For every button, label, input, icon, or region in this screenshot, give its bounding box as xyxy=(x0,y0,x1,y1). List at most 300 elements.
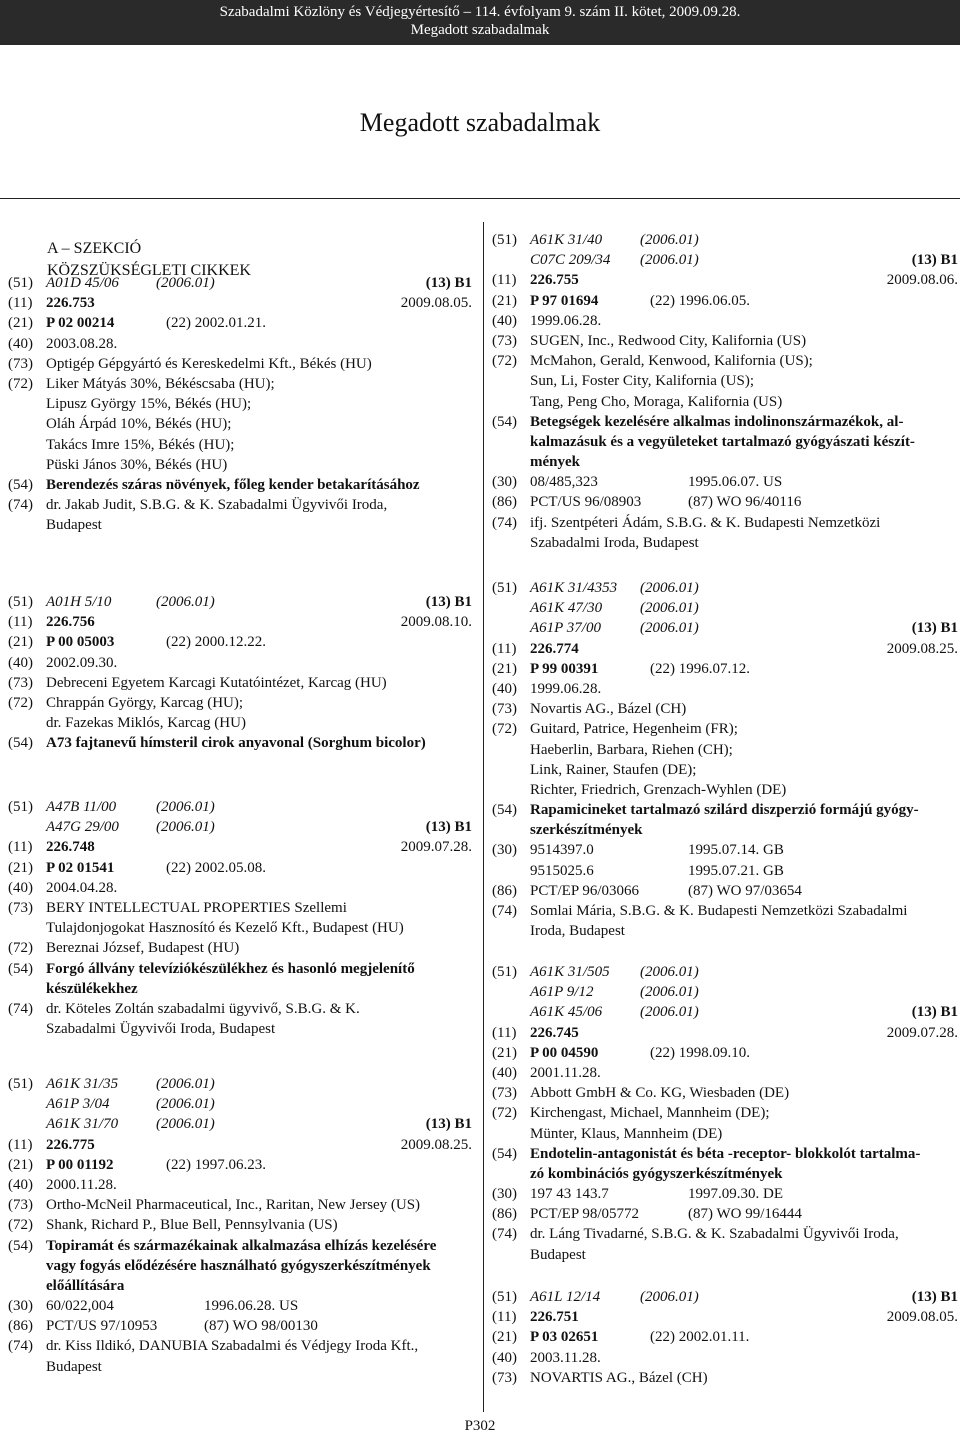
patent-agent: Budapest xyxy=(530,1246,586,1263)
inventor-line xyxy=(8,374,472,394)
patent-entry xyxy=(492,1287,958,1388)
ipc-date: (2006.01) xyxy=(640,620,699,637)
ipc-line xyxy=(8,797,472,817)
owner-line xyxy=(8,354,472,374)
inventor-line xyxy=(492,351,958,371)
inid-code: (30) xyxy=(492,474,517,491)
pct-line xyxy=(492,492,958,512)
ipc-date: (2006.01) xyxy=(156,275,215,291)
patent-number: 226.755 xyxy=(530,272,579,289)
inventor-line xyxy=(8,1215,472,1235)
inventor: Lipusz György 15%, Békés (HU); xyxy=(46,396,252,413)
publication-date: 2009.07.28. xyxy=(886,1024,958,1041)
inid-code: (30) xyxy=(492,1186,517,1203)
pct-line xyxy=(492,881,958,901)
agent-line xyxy=(492,513,958,533)
pct-application: PCT/EP 96/03066 xyxy=(530,882,640,899)
inid-code: (72) xyxy=(492,721,517,738)
priority-date: 1997.09.30. DE xyxy=(688,1186,783,1203)
application-number: P 02 00214 xyxy=(46,315,115,332)
ipc-date: (2006.01) xyxy=(640,600,699,617)
inid-code: (73) xyxy=(8,899,33,916)
application-line xyxy=(492,659,958,679)
inid-code: (51) xyxy=(492,580,517,596)
agent-line xyxy=(8,1019,472,1039)
inid-code: (51) xyxy=(492,1289,517,1305)
inventor: Takács Imre 15%, Békés (HU); xyxy=(46,436,235,453)
inventor: Kirchengast, Michael, Mannheim (DE); xyxy=(530,1105,770,1122)
priority-number: 08/485,323 xyxy=(530,474,598,491)
inid-code: (21) xyxy=(492,1044,517,1061)
agent-line xyxy=(8,1336,472,1356)
filing-date: (22) 1996.06.05. xyxy=(650,292,750,309)
inid-code: (72) xyxy=(8,1217,33,1234)
kind-code: (13) B1 xyxy=(425,819,472,836)
ipc-line xyxy=(492,1002,958,1022)
agent-line xyxy=(8,515,472,535)
inventor: Haeberlin, Barbara, Riehen (CH); xyxy=(530,741,733,758)
publication-date: 2009.08.10. xyxy=(400,614,472,631)
inventor-line xyxy=(492,392,958,412)
inventor-line xyxy=(8,693,472,713)
inid-code: (54) xyxy=(8,960,33,977)
inid-code: (30) xyxy=(492,842,517,859)
pct-publication: (87) WO 98/00130 xyxy=(204,1318,318,1335)
inid-code: (72) xyxy=(492,1105,517,1122)
priority-number: 197 43 143.7 xyxy=(530,1186,609,1203)
inventor: Richter, Friedrich, Grenzach-Wyhlen (DE) xyxy=(530,781,787,798)
pct-application: PCT/EP 98/05772 xyxy=(530,1206,640,1223)
inid-code: (40) xyxy=(8,1176,33,1193)
inid-code: (11) xyxy=(8,614,33,631)
application-number: P 03 02651 xyxy=(530,1329,599,1346)
agent-line xyxy=(492,901,958,921)
patent-number: 226.775 xyxy=(46,1136,95,1153)
journal-header xyxy=(0,0,960,45)
title-line xyxy=(492,412,958,432)
application-line xyxy=(492,291,958,311)
ipc-classification xyxy=(530,250,958,270)
patent-entry xyxy=(8,1074,472,1377)
inid-code: (21) xyxy=(492,660,517,677)
inid-code: (74) xyxy=(8,1338,33,1355)
patent-agent: dr. Láng Tivadarné, S.B.G. & K. Szabadalmi Ügyvivői Iroda, xyxy=(530,1226,899,1243)
laid-open-date: 1999.06.28. xyxy=(530,312,602,329)
ipc-line xyxy=(492,598,958,618)
patent-owner: Optigép Gépgyártó és Kereskedelmi Kft., Békés (HU) xyxy=(46,355,372,372)
filing-date: (22) 2000.12.22. xyxy=(166,634,266,651)
patent-agent: Iroda, Budapest xyxy=(530,923,625,940)
inid-code: (72) xyxy=(8,375,33,392)
inventor-line xyxy=(8,938,472,958)
inid-code: (73) xyxy=(492,1085,517,1102)
publication-date: 2009.08.05. xyxy=(400,295,472,312)
patent-agent: Szabadalmi Iroda, Budapest xyxy=(530,534,699,551)
patent-owner: Abbott GmbH & Co. KG, Wiesbaden (DE) xyxy=(530,1085,790,1102)
inventor: Püski János 30%, Békés (HU) xyxy=(46,456,228,473)
ipc-classification xyxy=(530,598,958,618)
owner-line xyxy=(8,673,472,693)
publication-date: 2009.08.06. xyxy=(886,272,958,289)
owner-line xyxy=(492,1368,958,1388)
ipc-classification xyxy=(46,797,472,817)
patent-number-line xyxy=(492,270,958,290)
inid-code: (54) xyxy=(492,413,517,430)
laid-open-date: 2000.11.28. xyxy=(46,1176,117,1193)
owner-line xyxy=(8,1195,472,1215)
patent-entry xyxy=(8,797,472,1039)
patent-entry xyxy=(492,962,958,1265)
inventor: Chrappán György, Karcag (HU); xyxy=(46,694,244,711)
laid-open-date: 2003.08.28. xyxy=(46,335,118,352)
publication-date: 2009.08.25. xyxy=(886,640,958,657)
inventor-line xyxy=(8,394,472,414)
inid-code: (21) xyxy=(492,1329,517,1346)
inventor-line xyxy=(492,371,958,391)
inid-code: (21) xyxy=(8,859,33,876)
ipc-date: (2006.01) xyxy=(640,984,699,1001)
patent-entry xyxy=(492,230,958,553)
inid-code: (51) xyxy=(8,799,33,815)
inid-code: (54) xyxy=(8,476,33,493)
pct-publication: (87) WO 97/03654 xyxy=(688,882,802,899)
inid-code: (40) xyxy=(492,680,517,697)
priority-date: 1995.07.14. GB xyxy=(688,842,784,859)
ipc-code: A47G 29/00 xyxy=(46,819,119,836)
application-line xyxy=(492,1327,958,1347)
ipc-line xyxy=(492,1287,958,1307)
patent-number: 226.756 xyxy=(46,614,95,631)
pct-publication: (87) WO 99/16444 xyxy=(688,1206,802,1223)
inventor-line xyxy=(492,760,958,780)
inid-code: (74) xyxy=(492,903,517,919)
inid-code: (51) xyxy=(8,1076,33,1092)
ipc-line xyxy=(492,250,958,270)
inid-code: (40) xyxy=(492,1064,517,1081)
invention-title: Endotelin-antagonistát és béta -receptor- blokkolót tartalma- xyxy=(530,1145,921,1162)
ipc-classification xyxy=(46,273,472,293)
inid-code: (54) xyxy=(492,802,517,819)
patent-number: 226.748 xyxy=(46,839,95,856)
column-divider xyxy=(483,222,484,1412)
filing-date: (22) 2002.01.11. xyxy=(650,1329,750,1346)
invention-title: Topiramát és származékainak alkalmazása elhízás kezelésére xyxy=(46,1237,437,1254)
inid-code: (30) xyxy=(8,1298,33,1315)
inid-code: (11) xyxy=(492,1024,517,1041)
inventor: Bereznai József, Budapest (HU) xyxy=(46,940,240,957)
journal-header-line1: Szabadalmi Közlöny és Védjegyértesítő – 114. évfolyam 9. szám II. kötet, 2009.09.28. xyxy=(219,4,741,20)
ipc-code: A61L 12/14 xyxy=(530,1289,601,1305)
patent-number-line xyxy=(492,1307,958,1327)
owner-line xyxy=(8,918,472,938)
kind-code: (13) B1 xyxy=(911,1004,958,1021)
pct-application: PCT/US 97/10953 xyxy=(46,1318,158,1335)
ipc-classification xyxy=(530,578,958,598)
invention-title: Rapamicineket tartalmazó szilárd diszperzió formájú gyógy- xyxy=(530,802,919,819)
invention-title: készülékekhez xyxy=(46,980,138,997)
agent-line xyxy=(492,1224,958,1244)
inid-code: (40) xyxy=(8,335,33,352)
owner-line xyxy=(492,1083,958,1103)
title-line xyxy=(492,1144,958,1164)
priority-number: 9515025.6 xyxy=(530,862,594,879)
publication-date: 2009.08.25. xyxy=(400,1136,472,1153)
filing-date: (22) 1996.07.12. xyxy=(650,660,750,677)
inid-code: (73) xyxy=(492,701,517,718)
owner-line xyxy=(492,331,958,351)
agent-line xyxy=(492,921,958,941)
ipc-line xyxy=(8,273,472,293)
ipc-code: A01H 5/10 xyxy=(46,594,112,610)
inid-code: (21) xyxy=(492,292,517,309)
patent-owner: BERY INTELLECTUAL PROPERTIES Szellemi xyxy=(46,899,347,916)
laid-open-date: 2001.11.28. xyxy=(530,1064,601,1081)
title-line xyxy=(8,475,472,495)
patent-owner: Debreceni Egyetem Karcagi Kutatóintézet, Karcag (HU) xyxy=(46,674,387,691)
invention-title: kalmazásuk és a vegyületeket tartalmazó gyógyászati készít- xyxy=(530,433,915,450)
inid-code: (40) xyxy=(8,879,33,896)
filing-date: (22) 2002.05.08. xyxy=(166,859,266,876)
ipc-date: (2006.01) xyxy=(156,1116,215,1133)
inid-code: (11) xyxy=(492,272,517,289)
publication-date: 2009.07.28. xyxy=(400,839,472,856)
ipc-date: (2006.01) xyxy=(640,252,699,269)
journal-header-line2: Megadott szabadalmak xyxy=(410,22,550,38)
inid-code: (51) xyxy=(492,964,517,980)
section-line2: KÖZSZÜKSÉGLETI CIKKEK xyxy=(47,262,251,279)
priority-line xyxy=(492,1184,958,1204)
application-line xyxy=(492,1043,958,1063)
laid-open-line xyxy=(492,1063,958,1083)
inid-code: (21) xyxy=(8,315,33,332)
inventor-line xyxy=(8,414,472,434)
patent-number-line xyxy=(492,1023,958,1043)
inid-code: (51) xyxy=(8,275,33,291)
kind-code: (13) B1 xyxy=(425,275,472,291)
patent-agent: Szabadalmi Ügyvivői Iroda, Budapest xyxy=(46,1021,276,1038)
inventor-line xyxy=(492,740,958,760)
kind-code: (13) B1 xyxy=(911,1289,958,1305)
inventor: Oláh Árpád 10%, Békés (HU); xyxy=(46,416,232,433)
inid-code: (74) xyxy=(492,514,517,531)
inventor-line xyxy=(8,435,472,455)
ipc-code: A61P 9/12 xyxy=(530,984,594,1001)
application-line xyxy=(8,858,472,878)
inid-code: (40) xyxy=(492,312,517,329)
inid-code: (73) xyxy=(8,674,33,691)
filing-date: (22) 2002.01.21. xyxy=(166,315,266,332)
publication-date: 2009.08.05. xyxy=(886,1309,958,1326)
pct-line xyxy=(8,1316,472,1336)
laid-open-line xyxy=(8,334,472,354)
patent-agent: dr. Kiss Ildikó, DANUBIA Szabadalmi és Védjegy Iroda Kft., xyxy=(46,1338,419,1355)
inid-code: (40) xyxy=(8,654,33,671)
application-number: P 97 01694 xyxy=(530,292,599,309)
kind-code: (13) B1 xyxy=(911,252,958,269)
patent-number: 226.774 xyxy=(530,640,579,657)
laid-open-line xyxy=(492,1348,958,1368)
priority-number: 9514397.0 xyxy=(530,842,594,859)
title-line xyxy=(8,1276,472,1296)
title-line xyxy=(492,1164,958,1184)
invention-title: Berendezés száras növények, főleg kender betakarításához xyxy=(46,476,420,493)
application-number: P 00 04590 xyxy=(530,1044,599,1061)
ipc-date: (2006.01) xyxy=(156,1076,215,1092)
ipc-code: A61K 45/06 xyxy=(530,1004,603,1021)
owner-line xyxy=(8,898,472,918)
patent-agent: dr. Jakab Judit, S.B.G. & K. Szabadalmi Ügyvivői Iroda, xyxy=(46,497,388,514)
inventor-line xyxy=(492,1103,958,1123)
ipc-classification xyxy=(530,230,958,250)
ipc-code: A61K 31/505 xyxy=(530,964,610,980)
agent-line xyxy=(492,1245,958,1265)
laid-open-date: 2003.11.28. xyxy=(530,1349,601,1366)
priority-line xyxy=(492,861,958,881)
ipc-date: (2006.01) xyxy=(156,799,215,815)
ipc-classification xyxy=(46,817,472,837)
ipc-line xyxy=(8,1094,472,1114)
kind-code: (13) B1 xyxy=(425,594,472,610)
ipc-code: A61P 3/04 xyxy=(46,1096,110,1113)
ipc-date: (2006.01) xyxy=(156,1096,215,1113)
application-number: P 00 01192 xyxy=(46,1156,114,1173)
page-title: Megadott szabadalmak xyxy=(359,108,601,137)
ipc-date: (2006.01) xyxy=(156,594,215,610)
ipc-date: (2006.01) xyxy=(156,819,215,836)
priority-date: 1995.07.21. GB xyxy=(688,862,784,879)
inid-code: (86) xyxy=(492,1206,517,1223)
application-number: P 02 01541 xyxy=(46,859,115,876)
invention-title: vagy fogyás elődézésére használható gyógyszerkészítmények xyxy=(46,1257,431,1274)
ipc-classification xyxy=(530,1287,958,1307)
inid-code: (11) xyxy=(8,839,33,856)
agent-line xyxy=(8,1357,472,1377)
ipc-code: A47B 11/00 xyxy=(46,799,117,815)
inid-code: (72) xyxy=(8,940,33,957)
ipc-classification xyxy=(530,982,958,1002)
priority-line xyxy=(492,840,958,860)
ipc-classification xyxy=(46,1094,472,1114)
inid-code: (51) xyxy=(492,232,517,248)
laid-open-line xyxy=(492,679,958,699)
inventor: Guitard, Patrice, Hegenheim (FR); xyxy=(530,721,738,738)
patent-owner: Tulajdonjogokat Hasznosító és Kezelő Kft., Budapest (HU) xyxy=(46,920,404,937)
inid-code: (72) xyxy=(8,694,33,711)
laid-open-date: 1999.06.28. xyxy=(530,680,602,697)
inventor-line xyxy=(8,455,472,475)
inventor: Sun, Li, Foster City, Kalifornia (US); xyxy=(530,373,755,390)
inventor: Shank, Richard P., Blue Bell, Pennsylvania (US) xyxy=(46,1217,338,1234)
filing-date: (22) 1997.06.23. xyxy=(166,1156,266,1173)
inid-code: (54) xyxy=(492,1145,517,1162)
inventor: dr. Fazekas Miklós, Karcag (HU) xyxy=(46,715,246,732)
ipc-code: C07C 209/34 xyxy=(530,252,611,269)
ipc-classification xyxy=(46,1114,472,1134)
ipc-classification xyxy=(530,1002,958,1022)
inventor-line xyxy=(492,1124,958,1144)
ipc-line xyxy=(492,618,958,638)
inventor: Münter, Klaus, Mannheim (DE) xyxy=(530,1125,723,1142)
ipc-line xyxy=(492,230,958,250)
patent-agent: Budapest xyxy=(46,517,102,534)
patent-number: 226.751 xyxy=(530,1309,579,1326)
invention-title: mények xyxy=(530,454,580,471)
application-line xyxy=(8,313,472,333)
priority-date: 1996.06.28. US xyxy=(204,1298,299,1315)
title-line xyxy=(492,452,958,472)
inid-code: (86) xyxy=(8,1318,33,1335)
inid-code: (11) xyxy=(492,640,517,657)
page-number: P302 xyxy=(464,1418,496,1434)
inid-code: (54) xyxy=(8,1237,33,1254)
pct-application: PCT/US 96/08903 xyxy=(530,494,642,511)
application-number: P 00 05003 xyxy=(46,634,115,651)
ipc-date: (2006.01) xyxy=(640,232,699,248)
inventor: Link, Rainer, Staufen (DE); xyxy=(530,761,697,778)
patent-owner: SUGEN, Inc., Redwood City, Kalifornia (US) xyxy=(530,332,807,349)
title-rule xyxy=(0,198,960,199)
ipc-line xyxy=(8,817,472,837)
kind-code: (13) B1 xyxy=(425,1116,472,1133)
title-line xyxy=(8,959,472,979)
inid-code: (21) xyxy=(8,1156,33,1173)
patent-agent: dr. Köteles Zoltán szabadalmi ügyvivő, S.B.G. & K. xyxy=(46,1000,360,1017)
patent-number-line xyxy=(8,837,472,857)
ipc-code: A61K 31/35 xyxy=(46,1076,119,1092)
inid-code: (86) xyxy=(492,494,517,511)
ipc-code: A01D 45/06 xyxy=(46,275,119,291)
inid-code: (51) xyxy=(8,594,33,610)
inid-code: (11) xyxy=(8,295,33,312)
ipc-code: A61P 37/00 xyxy=(530,620,601,637)
ipc-classification xyxy=(530,962,958,982)
ipc-code: A61K 31/70 xyxy=(46,1116,119,1133)
patent-agent: Somlai Mária, S.B.G. & K. Budapesti Nemzetközi Szabadalmi xyxy=(530,903,908,919)
pct-publication: (87) WO 96/40116 xyxy=(688,494,802,511)
priority-line xyxy=(492,472,958,492)
title-line xyxy=(8,1256,472,1276)
inid-code: (74) xyxy=(8,497,33,514)
ipc-line xyxy=(8,1074,472,1094)
ipc-classification xyxy=(46,592,472,612)
patent-entry xyxy=(492,578,958,941)
inid-code: (21) xyxy=(8,634,33,651)
patent-entry xyxy=(8,273,472,535)
patent-number: 226.745 xyxy=(530,1024,579,1041)
invention-title: A73 fajtanevű hímsteril cirok anyavonal (Sorghum bicolor) xyxy=(46,735,426,752)
title-line xyxy=(8,733,472,753)
priority-date: 1995.06.07. US xyxy=(688,474,783,491)
inventor-line xyxy=(492,780,958,800)
patent-number: 226.753 xyxy=(46,295,95,312)
inid-code: (74) xyxy=(8,1000,33,1017)
ipc-date: (2006.01) xyxy=(640,1004,699,1021)
patent-agent: Budapest xyxy=(46,1358,102,1375)
ipc-code: A61K 47/30 xyxy=(530,600,603,617)
inid-code: (54) xyxy=(8,735,33,752)
invention-title: zó kombinációs gyógyszerkészítmények xyxy=(530,1165,783,1182)
inid-code: (74) xyxy=(492,1226,517,1243)
inventor: McMahon, Gerald, Kenwood, Kalifornia (US); xyxy=(530,353,813,370)
inventor: Tang, Peng Cho, Moraga, Kalifornia (US) xyxy=(530,393,783,410)
ipc-date: (2006.01) xyxy=(640,964,699,980)
owner-line xyxy=(492,699,958,719)
title-line xyxy=(492,432,958,452)
application-line xyxy=(8,1155,472,1175)
invention-title: Betegségek kezelésére alkalmas indolinonszármazékok, al- xyxy=(530,413,904,430)
patent-owner: Novartis AG., Bázel (CH) xyxy=(530,701,687,718)
priority-number: 60/022,004 xyxy=(46,1298,114,1315)
